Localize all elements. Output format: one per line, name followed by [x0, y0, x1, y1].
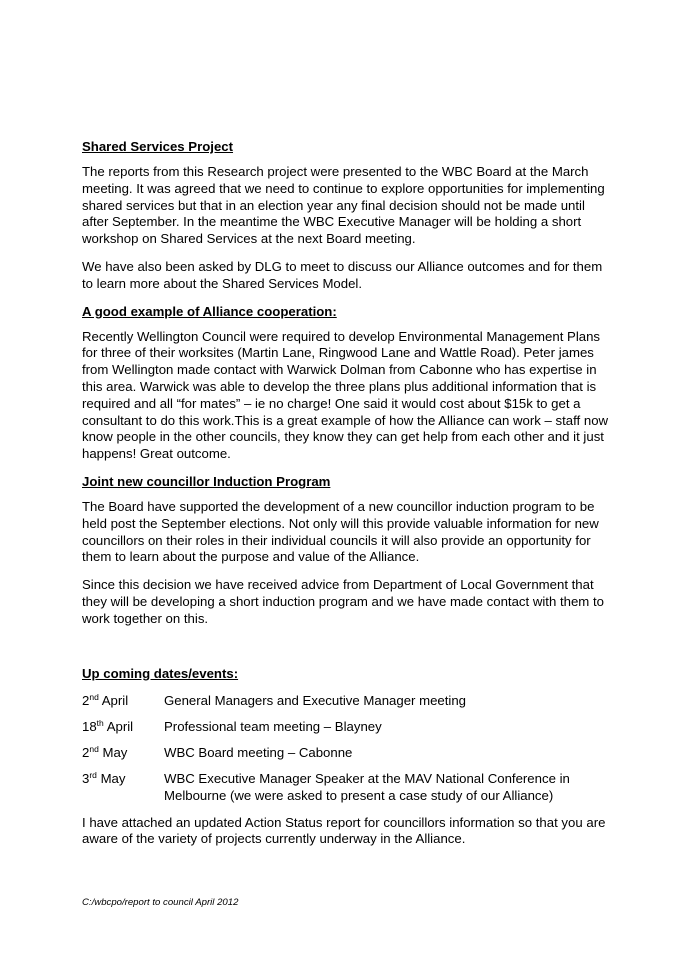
event-item	[82, 719, 612, 736]
event-description: WBC Board meeting – Cabonne	[164, 745, 353, 761]
event-item	[82, 693, 612, 710]
heading-good-example: A good example of Alliance cooperation:	[82, 303, 337, 319]
event-date: 2nd May	[82, 744, 128, 761]
paragraph: Since this decision we have received advice from Department of Local Government that they will be developing a short induction program and we have made contact with them to work together on this.	[82, 577, 604, 626]
paragraph: Recently Wellington Council were required to develop Environmental Management Plans for three of their worksites (Martin Lane, Ringwood Lane and Wattle Road). Peter james from Wellington made contact with Warwick Dolman from Cabonne who has expertise in this area. Warwick was able to develop the three plans plus additional information that is required and all “for mates” – ie no charge! One said it would cost about $15k to get a consultant to do this work.This is a great example of how the Alliance can work – staff now know people in the other councils, they know they can get help from each other and it just happens! Great outcome.	[82, 328, 609, 462]
paragraph: The reports from this Research project were presented to the WBC Board at the March meeting. It was agreed that we need to continue to explore opportunities for implementing shared services but that in an election year any final decision should not be made until after September. In the meantime the WBC Executive Manager will be holding a short workshop on Shared Services at the next Board meeting.	[82, 164, 605, 247]
event-item	[82, 771, 612, 805]
closing-paragraph: I have attached an updated Action Status report for councillors information so that you are aware of the variety of projects currently underway in the Alliance.	[82, 814, 606, 847]
document-body	[82, 139, 612, 848]
event-description: General Managers and Executive Manager meeting	[164, 692, 467, 708]
event-date: 2nd April	[82, 691, 129, 708]
event-item	[82, 745, 612, 762]
event-date: 3rd May	[82, 770, 126, 787]
paragraph: We have also been asked by DLG to meet to discuss our Alliance outcomes and for them to learn more about the Shared Services Model.	[82, 258, 603, 291]
heading-shared-services: Shared Services Project	[82, 139, 234, 154]
paragraph: The Board have supported the development of a new councillor induction program to be held post the September elections. Not only will this provide valuable information for new councillors on their roles in their individual councils it will also provide an opportunity for them to learn about the purpose and value of the Alliance.	[82, 498, 599, 565]
event-description: Professional team meeting – Blayney	[164, 718, 382, 734]
heading-induction: Joint new councillor Induction Program	[82, 473, 331, 489]
event-date: 18th April	[82, 717, 134, 734]
footer-path: C:/wbcpo/report to council April 2012	[82, 897, 239, 908]
events-list	[82, 693, 612, 805]
event-description: WBC Executive Manager Speaker at the MAV National Conference in Melbourne (we were asked to present a case study of our Alliance)	[164, 771, 570, 804]
heading-events: Up coming dates/events:	[82, 665, 239, 681]
